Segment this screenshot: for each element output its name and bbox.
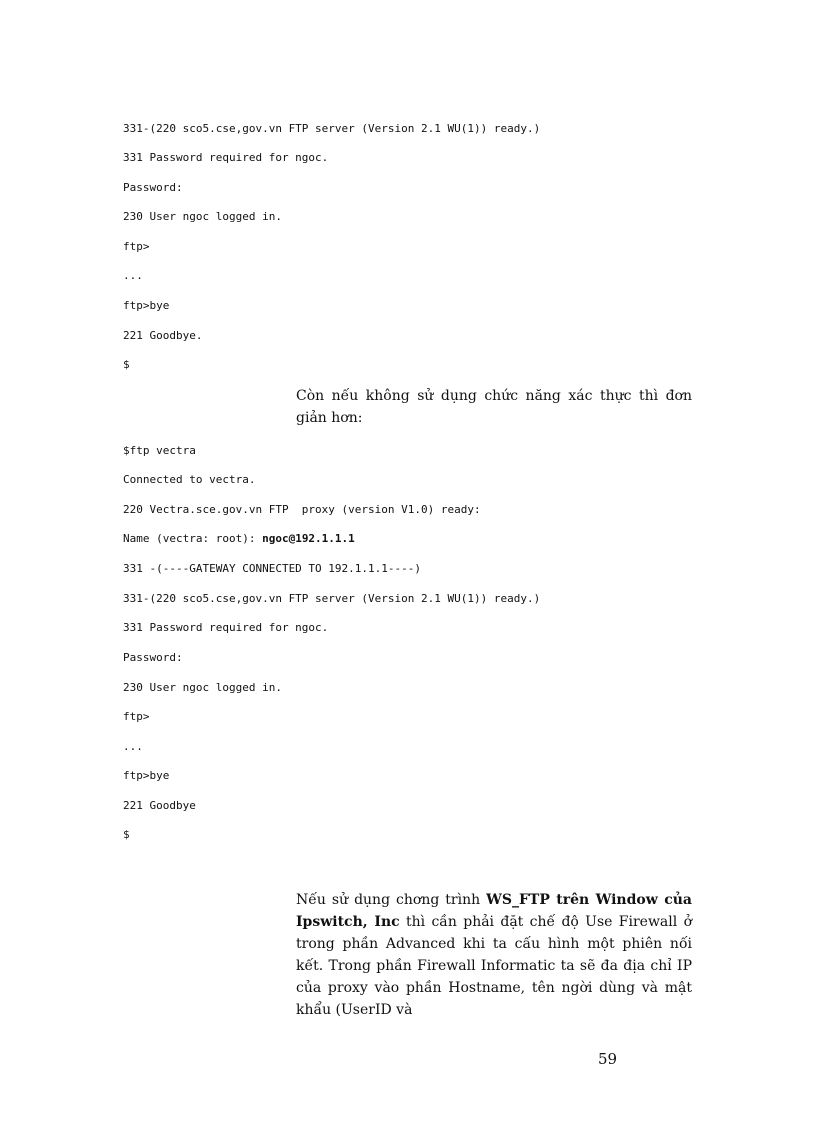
- code-line-12: 220 Vectra.sce.gov.vn FTP proxy (version V1.0) ready:: [123, 503, 481, 516]
- code-line-22: 221 Goodbye: [123, 799, 196, 812]
- code-line-3: Password:: [123, 181, 183, 194]
- paragraph-ws-ftp-text2: thì cần phải đặt chế độ Use Firewall ở trong phần Advanced khi ta cấu hình một phiên nối kết. Trong phần Firewall Informatic ta sẽ đa địa chỉ IP của proxy vào phần Hostname, tên ngời dùng và mật khẩu (UserID và: [296, 914, 693, 1018]
- page-number: 59: [598, 1050, 618, 1068]
- code-line-8: 221 Goodbye.: [123, 329, 203, 342]
- paragraph-ws-ftp-text1: Nếu sử dụng chơng trình: [296, 892, 487, 908]
- code-line-20: ...: [123, 740, 143, 753]
- paragraph-ws-ftp: [296, 889, 692, 1021]
- code-line-9: $: [123, 358, 130, 371]
- code-line-18: 230 User ngoc logged in.: [123, 681, 282, 694]
- code-line-13-bold: ngoc@192.1.1.1: [262, 532, 355, 545]
- code-line-10: $ftp vectra: [123, 444, 196, 457]
- code-line-17: Password:: [123, 651, 183, 664]
- code-line-14: 331 -(----GATEWAY CONNECTED TO 192.1.1.1----): [123, 562, 422, 575]
- code-line-2: 331 Password required for ngoc.: [123, 151, 329, 164]
- code-line-7: ftp>bye: [123, 299, 170, 312]
- code-line-6: ...: [123, 269, 143, 282]
- code-line-11: Connected to vectra.: [123, 473, 256, 486]
- code-line-1: 331-(220 sco5.cse,gov.vn FTP server (Version 2.1 WU(1)) ready.): [123, 122, 541, 135]
- code-line-13-prefix: Name (vectra: root):: [123, 532, 263, 545]
- code-line-13: [123, 532, 355, 546]
- code-line-19: ftp>: [123, 710, 150, 723]
- code-line-5: ftp>: [123, 240, 150, 253]
- code-line-4: 230 User ngoc logged in.: [123, 210, 282, 223]
- code-line-21: ftp>bye: [123, 769, 170, 782]
- code-line-15: 331-(220 sco5.cse,gov.vn FTP server (Version 2.1 WU(1)) ready.): [123, 592, 541, 605]
- code-line-16: 331 Password required for ngoc.: [123, 621, 329, 634]
- paragraph-ws-ftp-bold: WS_FTP trên Window của Ipswitch, Inc: [296, 892, 692, 930]
- paragraph-no-auth: Còn nếu không sử dụng chức năng xác thực thì đơn giản hơn:: [296, 388, 692, 426]
- code-line-23: $: [123, 828, 130, 841]
